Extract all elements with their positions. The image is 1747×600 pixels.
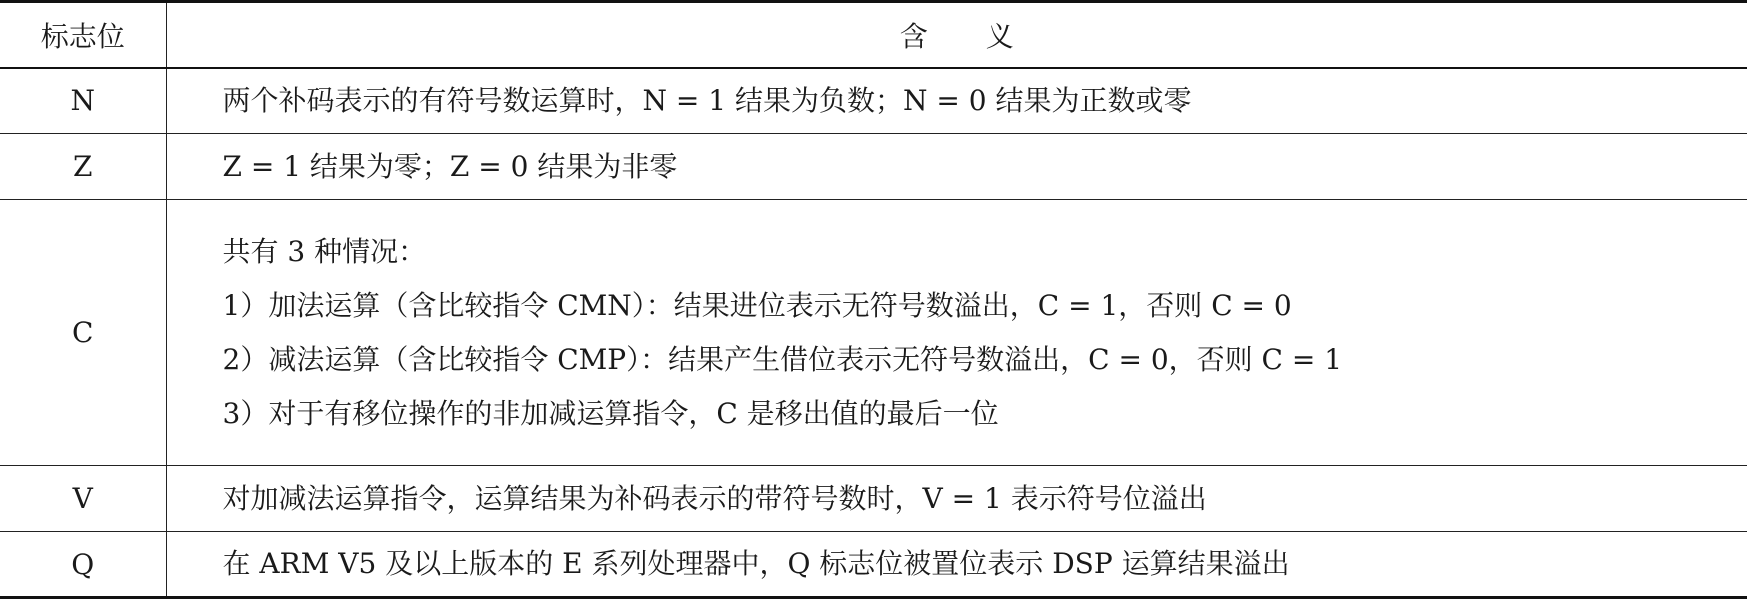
table-row-v xyxy=(0,466,1747,532)
meaning-cell xyxy=(166,532,1747,598)
flag-cell: N xyxy=(0,68,166,134)
flag-cell: Q xyxy=(0,532,166,598)
meaning-line: 3）对于有移位操作的非加减运算指令，C 是移出值的最后一位 xyxy=(222,396,999,430)
meaning-line: 在 ARM V5 及以上版本的 E 系列处理器中，Q 标志位被置位表示 DSP 运算结果溢出 xyxy=(222,547,1290,580)
table-row-z xyxy=(0,134,1747,200)
flag-cell: Z xyxy=(0,134,166,200)
table-row-c xyxy=(0,200,1747,466)
header-meaning: 含义 xyxy=(166,2,1747,68)
meaning-cell xyxy=(166,466,1747,532)
meaning-line: 对加减法运算指令，运算结果为补码表示的带符号数时，V = 1 表示符号位溢出 xyxy=(222,481,1207,515)
flag-cell: V xyxy=(0,466,166,532)
meaning-line: 两个补码表示的有符号数运算时，N = 1 结果为负数；N = 0 结果为正数或零 xyxy=(222,83,1192,117)
meaning-line: Z = 1 结果为零；Z = 0 结果为非零 xyxy=(222,149,678,183)
meaning-line: 共有 3 种情况： xyxy=(222,234,427,268)
meaning-cell xyxy=(166,200,1747,466)
flag-cell: C xyxy=(0,200,166,466)
meaning-cell xyxy=(166,134,1747,200)
meaning-cell xyxy=(166,68,1747,134)
table-row-n xyxy=(0,68,1747,134)
table-row-q xyxy=(0,532,1747,598)
header-flag: 标志位 xyxy=(0,2,166,68)
table-header-row xyxy=(0,2,1747,68)
meaning-line: 1）加法运算（含比较指令 CMN）：结果进位表示无符号数溢出，C = 1，否则 C = 0 xyxy=(222,288,1292,322)
meaning-line: 2）减法运算（含比较指令 CMP）：结果产生借位表示无符号数溢出，C = 0，否则 C = 1 xyxy=(222,342,1343,376)
